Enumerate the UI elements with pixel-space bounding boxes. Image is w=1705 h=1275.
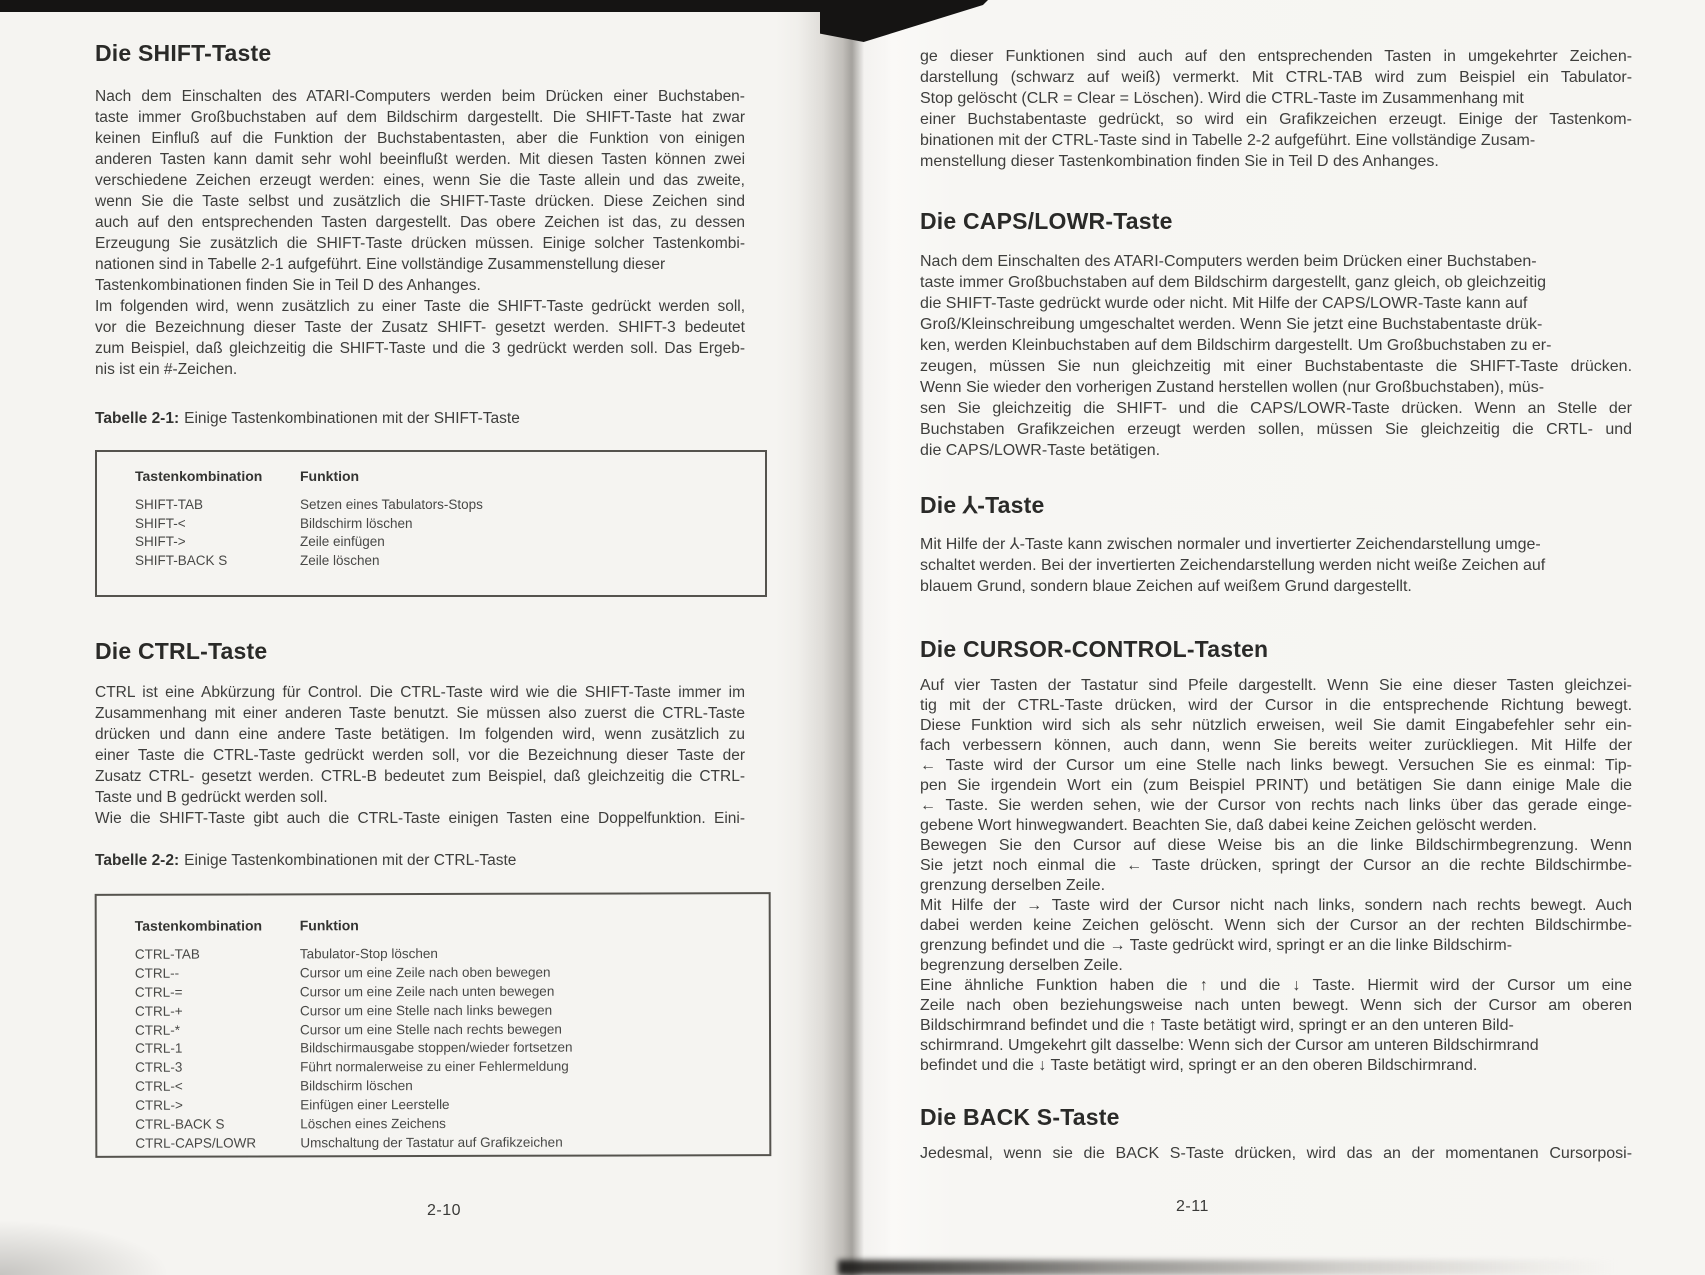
text-line: Mit Hilfe der ⅄-Taste kann zwischen normaler und invertierter Zeichendarstellung umge- (920, 536, 1541, 553)
key-combination-cell: CTRL-3 (135, 1060, 183, 1076)
text-line: Groß/Kleinschreibung umgeschaltet werden. Wenn Sie jetzt eine Buchstabentaste drük- (920, 316, 1543, 333)
text-line: drücken und dann eine andere Taste betätigen. Im folgenden wird, wenn zusätzlich zu (95, 726, 745, 743)
scan-corner-shadow (0, 1220, 170, 1275)
table-row (97, 516, 765, 535)
table-2-caption (95, 852, 516, 870)
paragraph-ctrl-continuation (920, 46, 1632, 172)
text-line: anderen Tasten kann damit sehr wohl beeinflußt werden. Mit diesen Tasten können zwei (95, 151, 746, 168)
key-combination-cell: SHIFT-TAB (135, 497, 204, 512)
table-row (97, 1002, 769, 1023)
key-combination-cell: CTRL-BACK S (135, 1116, 225, 1132)
paragraph-cursor-control (920, 676, 1632, 1076)
table-1-header-row (97, 468, 765, 488)
table-column-header: Tastenkombination (135, 468, 263, 484)
text-line: Erzeugung Sie zusätzlich die SHIFT-Taste drücken müssen. Einige solcher Tastenkombi- (95, 235, 745, 252)
table-2-label: Tabelle 2-2: (95, 852, 180, 869)
table-row (97, 1134, 769, 1155)
key-combination-cell: CTRL-TAB (134, 946, 200, 962)
text-line: taste immer Großbuchstaben auf dem Bildschirm dargestellt. Die SHIFT-Taste hat zwar (95, 109, 746, 126)
section-heading-cursor-control: Die CURSOR-CONTROL-Tasten (920, 636, 1269, 662)
text-line: Eine ähnliche Funktion haben die ↑ und die ↓ Taste. Hiermit wird der Cursor um eine (920, 977, 1632, 994)
function-cell: Löschen eines Zeichens (300, 1115, 446, 1132)
table-1-caption (95, 410, 520, 428)
function-cell: Zeile löschen (300, 552, 380, 568)
text-line: nis ist ein #-Zeichen. (95, 361, 238, 378)
text-line: Wenn Sie wieder den vorherigen Zustand herstellen wollen (nur Großbuchstaben), müs- (920, 379, 1545, 396)
text-line: ken, werden Kleinbuchstaben auf dem Bildschirm dargestellt. Um Großbuchstaben zu er- (920, 337, 1552, 354)
page-right (920, 0, 1632, 1275)
text-line: befindet und die ↓ Taste betätigt wird, springt er an den oberen Bildschirmrand. (920, 1057, 1478, 1074)
text-line: einer Buchstabentaste gedrückt, so wird ein Grafikzeichen erzeugt. Einige der Tastenkom- (920, 111, 1632, 128)
text-line: schirmrand. Umgekehrt gilt dasselbe: Wenn sich der Cursor am unteren Bildschirmrand (920, 1037, 1539, 1054)
table-row (97, 983, 769, 1004)
table-2-header-row (97, 916, 769, 938)
text-line: die SHIFT-Taste gedrückt wurde oder nicht. Mit Hilfe der CAPS/LOWR-Taste kann auf (920, 295, 1528, 312)
key-combination-cell: CTRL-> (135, 1097, 183, 1113)
text-line: ge dieser Funktionen sind auch auf den entsprechenden Tasten in umgekehrter Zeichen- (920, 48, 1633, 65)
table-row (97, 1115, 769, 1136)
table-row (97, 553, 765, 572)
text-line: Wie die SHIFT-Taste gibt auch die CTRL-Taste einigen Tasten eine Doppelfunktion. Eini- (95, 810, 746, 827)
text-line: verschiedene Zeichen erzeugt werden: eines, wenn Sie die Taste allein und das zweite, (95, 172, 745, 189)
text-line: Sie jetzt noch einmal die ← Taste drücken, springt der Cursor an die rechte Bildschirmbe- (920, 857, 1632, 874)
key-combination-cell: CTRL-* (134, 1022, 181, 1038)
section-heading-back-s: Die BACK S-Taste (920, 1104, 1120, 1130)
key-combination-cell: CTRL-+ (134, 1003, 183, 1019)
key-combination-cell: CTRL-1 (135, 1041, 183, 1057)
paragraph-shift (95, 86, 745, 380)
key-combination-cell: SHIFT-> (135, 534, 186, 549)
text-line: zum Beispiel, daß gleichzeitig die SHIFT-Taste und die 3 gedrückt werden soll. Das Ergeb- (95, 340, 746, 357)
table-2 (95, 892, 772, 1158)
function-cell: Bildschirm löschen (300, 1078, 413, 1094)
table-1-caption-text: Einige Tastenkombinationen mit der SHIFT-Taste (184, 410, 520, 427)
text-line: tig mit der CTRL-Taste drücken, wird der Cursor in die entsprechende Richtung bewegt. (920, 697, 1633, 714)
text-line: Taste und B gedrückt werden soll. (95, 789, 328, 806)
function-cell: Cursor um eine Stelle nach links bewegen (299, 1002, 553, 1019)
table-1 (95, 450, 767, 597)
function-cell: Tabulator-Stop löschen (299, 945, 438, 962)
key-combination-cell: CTRL-CAPS/LOWR (135, 1135, 257, 1151)
function-cell: Setzen eines Tabulators-Stops (300, 497, 483, 512)
text-line: begrenzung derselben Zeile. (920, 957, 1123, 974)
text-line: wenn Sie die Taste selbst und zusätzlich die SHIFT-Taste drücken. Diese Zeichen sind (95, 193, 745, 210)
paragraph-inverse-video (920, 534, 1632, 597)
key-combination-cell: CTRL-- (134, 965, 180, 981)
text-line: nationen sind in Tabelle 2-1 aufgeführt. Eine vollständige Zusammenstellung dieser (95, 256, 666, 273)
section-heading-ctrl: Die CTRL-Taste (95, 638, 268, 664)
function-cell: Umschaltung der Tastatur auf Grafikzeichen (300, 1134, 563, 1151)
section-heading-inverse-video-atari-key: Die ⅄-Taste (920, 492, 1045, 518)
text-line: sen Sie gleichzeitig die SHIFT- und die CAPS/LOWR-Taste drücken. Wenn an Stelle der (920, 400, 1633, 417)
text-line: einer Taste die CTRL-Taste gedrückt werden soll, vor die Bezeichnung dieser Taste der (95, 747, 746, 764)
scan-top-edge (0, 0, 832, 12)
text-line: Bewegen Sie den Cursor auf diese Weise bis an die linke Bildschirmbegrenzung. Wenn (920, 837, 1632, 854)
table-column-header: Funktion (299, 917, 359, 934)
text-line: dabei werden keine Zeichen gelöscht. Wenn sich der Cursor an der rechten Bildschirmbe- (920, 917, 1632, 934)
table-row (97, 497, 765, 516)
text-line: die CAPS/LOWR-Taste betätigen. (920, 442, 1161, 459)
text-line: Jedesmal, wenn sie die BACK S-Taste drücken, wird das an der momentanen Cursorposi- (920, 1145, 1633, 1162)
table-row (97, 1058, 769, 1079)
text-line: binationen mit der CTRL-Taste sind in Tabelle 2-2 aufgeführt. Eine vollständige Zusam- (920, 132, 1536, 149)
section-heading-shift: Die SHIFT-Taste (95, 40, 272, 66)
table-row (97, 1021, 769, 1042)
text-line: grenzung befindet und die → Taste gedrückt wird, springt er an die linke Bildschirm- (920, 937, 1513, 954)
table-1-label: Tabelle 2-1: (95, 410, 180, 427)
key-combination-cell: CTRL-< (135, 1078, 183, 1095)
text-line: pen Sie irgendein Wort ein (zum Beispiel PRINT) und betätigen Sie dann einige Male die (920, 777, 1633, 794)
text-line: darstellung (schwarz auf weiß) vermerkt. Mit CTRL-TAB wird zum Beispiel ein Tabulator- (920, 69, 1633, 86)
text-line: Zusatz CTRL- gesetzt werden. CTRL-B bedeutet zum Beispiel, daß gleichzeitig die CTRL- (95, 768, 745, 785)
table-column-header: Tastenkombination (134, 917, 263, 934)
function-cell: Einfügen einer Leerstelle (300, 1097, 450, 1113)
table-row (97, 1077, 769, 1098)
key-combination-cell: SHIFT-< (135, 515, 186, 531)
key-combination-cell: CTRL-= (134, 984, 183, 1000)
function-cell: Cursor um eine Zeile nach unten bewegen (299, 983, 555, 1000)
text-line: Auf vier Tasten der Tastatur sind Pfeile dargestellt. Wenn Sie eine dieser Tasten gleichzei- (920, 677, 1632, 694)
text-line: Buchstaben Grafikzeichen erzeugt werden sollen, müssen Sie gleichzeitig die CRTL- und (920, 421, 1633, 438)
table-2-body (97, 945, 770, 1155)
text-line: schaltet werden. Bei der invertierten Zeichendarstellung werden nicht weiße Zeichen auf (920, 557, 1546, 574)
text-line: Nach dem Einschalten des ATARI-Computers werden beim Drücken einer Buchstaben- (95, 88, 745, 105)
text-line: zeugen, müssen Sie nun gleichzeitig mit einer Buchstabentaste die SHIFT-Taste drücken. (920, 358, 1633, 375)
text-line: Mit Hilfe der → Taste wird der Cursor nicht nach links, sondern nach rechts bewegt. Auch (920, 897, 1632, 914)
text-line: vor die Bezeichnung dieser Taste der Zusatz SHIFT- gesetzt werden. SHIFT-3 bedeutet (95, 319, 745, 336)
text-line: Zusammenhang mit einer anderen Taste benutzt. Sie müssen also zuerst die CTRL-Taste (95, 705, 745, 722)
page-gutter-shadow (798, 0, 916, 1275)
paragraph-caps-lowr (920, 251, 1632, 461)
text-line: blauem Grund, sondern blaue Zeichen auf weißem Grund dargestellt. (920, 578, 1412, 595)
table-row (97, 964, 769, 985)
text-line: auch auf den entsprechenden Tasten dargestellt. Das obere Zeichen ist das, zu dessen (95, 214, 746, 231)
table-row (97, 945, 769, 966)
text-line: ← Taste wird der Cursor um eine Stelle nach links bewegt. Versuchen Sie es einmal: Tip- (920, 757, 1632, 774)
text-line: CTRL ist eine Abkürzung für Control. Die CTRL-Taste wird wie die SHIFT-Taste immer im (95, 684, 746, 701)
page-left (95, 0, 745, 1275)
text-line: Stop gelöscht (CLR = Clear = Löschen). Wird die CTRL-Taste im Zusammenhang mit (920, 90, 1524, 107)
text-line: menstellung dieser Tastenkombination finden Sie in Teil D des Anhanges. (920, 153, 1439, 170)
table-2-caption-text: Einige Tastenkombinationen mit der CTRL-Taste (184, 852, 517, 869)
text-line: Zeile nach oben beziehungsweise nach unten bewegt. Wenn sich der Cursor am oberen (920, 997, 1632, 1014)
scan-bottom-edge-shadow (838, 1260, 1618, 1275)
text-line: Im folgenden wird, wenn zusätzlich zu einer Taste die SHIFT-Taste gedrückt werden soll, (95, 298, 746, 315)
text-line: grenzung derselben Zeile. (920, 877, 1106, 894)
key-combination-cell: SHIFT-BACK S (135, 552, 228, 568)
page-number-left: 2-10 (427, 1202, 462, 1219)
table-row (97, 534, 765, 553)
page-number-right: 2-11 (1176, 1198, 1209, 1215)
text-line: ← Taste. Sie werden sehen, wie der Cursor von rechts nach links über das gerade einge- (920, 797, 1632, 814)
table-row (97, 1040, 769, 1061)
function-cell: Bildschirmausgabe stoppen/wieder fortsetzen (300, 1040, 573, 1056)
paragraph-back-s (920, 1143, 1632, 1164)
text-line: fach verbessern können, auch dann, wenn Sie bereits weiter zurückliegen. Mit Hilfe der (920, 737, 1633, 754)
paragraph-ctrl (95, 682, 745, 829)
text-line: Diese Funktion wird sich als sehr nützlich erweisen, weil Sie damit Eingabefehler sehr ein- (920, 717, 1632, 734)
table-column-header: Funktion (300, 468, 360, 484)
function-cell: Cursor um eine Stelle nach rechts bewegen (299, 1021, 562, 1037)
function-cell: Zeile einfügen (300, 534, 385, 549)
text-line: gebene Wort hinwegwandert. Beachten Sie, daß dabei keine Zeichen gelöscht werden. (920, 817, 1537, 834)
text-line: Tastenkombinationen finden Sie in Teil D des Anhanges. (95, 277, 481, 294)
function-cell: Bildschirm löschen (300, 515, 413, 531)
section-heading-caps-lowr: Die CAPS/LOWR-Taste (920, 208, 1173, 234)
table-row (97, 1096, 769, 1117)
text-line: Bildschirmrand befindet und die ↑ Taste betätigt wird, springt er an den unteren Bild- (920, 1017, 1514, 1034)
text-line: taste immer Großbuchstaben auf dem Bildschirm dargestellt, ganz gleich, ob gleichzeitig (920, 274, 1547, 291)
table-1-body (97, 497, 765, 571)
text-line: Nach dem Einschalten des ATARI-Computers werden beim Drücken einer Buchstaben- (920, 253, 1537, 270)
function-cell: Cursor um eine Zeile nach oben bewegen (299, 964, 551, 981)
text-line: keinen Einfluß auf die Funktion der Buchstabentasten, aber die Funktion von einigen (95, 130, 745, 147)
function-cell: Führt normalerweise zu einer Fehlermeldung (300, 1058, 569, 1075)
